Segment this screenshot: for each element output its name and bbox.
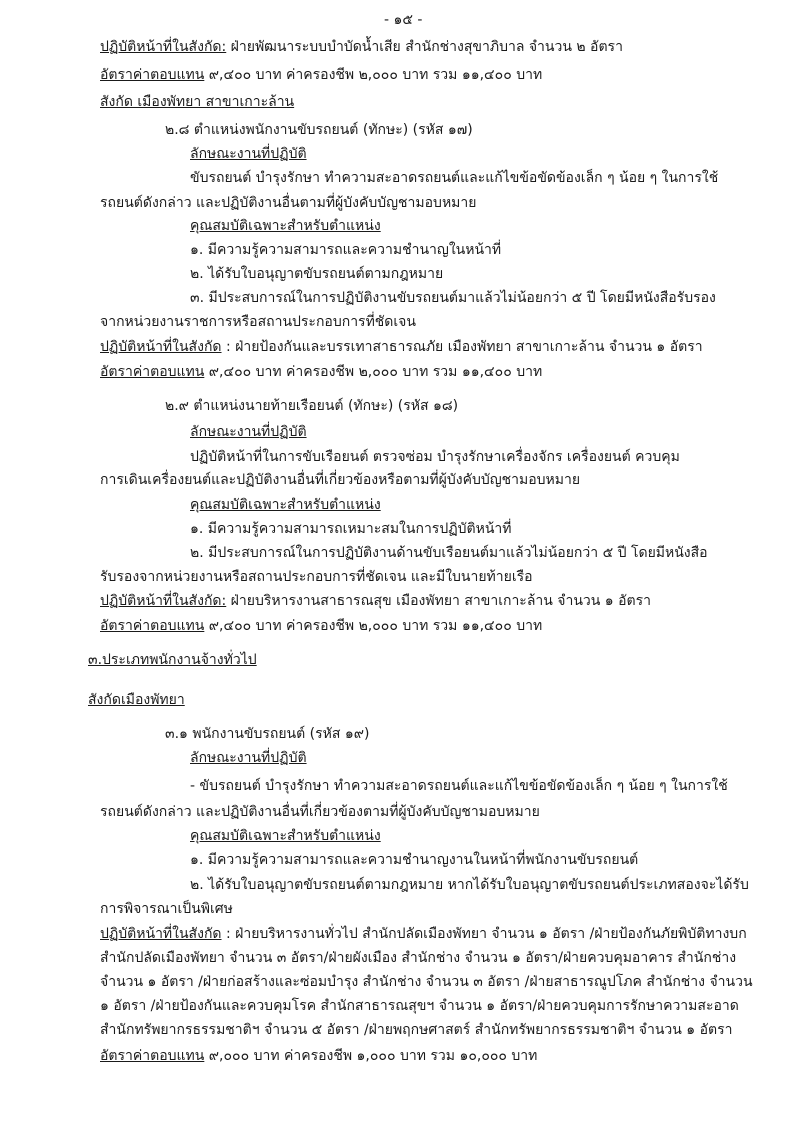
text: ๙,๔๐๐ บาท ค่าครองชีพ ๒,๐๐๐ บาท รวม ๑๑,๔๐๐ บาท	[204, 364, 543, 380]
body-text: จากหน่วยงานราชการหรือสถานประกอบการที่ชัดเจน	[100, 314, 416, 330]
body-text: สำนักทรัพยากรธรรมชาติฯ จำนวน ๕ อัตรา /ฝ่ายพฤกษศาสตร์ สำนักทรัพยากรธรรมชาติฯ จำนวน ๑ อัตรา	[100, 1022, 733, 1038]
label: ปฏิบัติหน้าที่ในสังกัด	[100, 926, 222, 942]
duties-line	[100, 591, 651, 611]
body-text: - ขับรถยนต์ บำรุงรักษา ทำความสะอาดรถยนต์และแก้ไขข้อขัดข้องเล็ก ๆ น้อย ๆ ในการใช้	[190, 778, 728, 794]
position-heading: ๓.๑ พนักงานขับรถยนต์ (รหัส ๑๙)	[165, 726, 370, 742]
subheading	[190, 826, 381, 846]
duties-line	[100, 924, 747, 944]
body-text: รับรองจากหน่วยงานหรือสถานประกอบการที่ชัดเจน และมีใบนายท้ายเรือ	[100, 569, 533, 585]
label: ลักษณะงานที่ปฏิบัติ	[190, 146, 307, 162]
body-text: สำนักปลัดเมืองพัทยา จำนวน ๓ อัตรา/ฝ่ายผังเมือง สำนักช่าง จำนวน ๑ อัตรา/ฝ่ายควบคุมอาคาร สำนักช่าง	[100, 950, 737, 966]
list-item: ๓. มีประสบการณ์ในการปฏิบัติงานขับรถยนต์มาแล้วไม่น้อยกว่า ๕ ปี โดยมีหนังสือรับรอง	[190, 290, 716, 306]
list-item: ๒. มีประสบการณ์ในการปฏิบัติงานด้านขับเรือยนต์มาแล้วไม่น้อยกว่า ๕ ปี โดยมีหนังสือ	[190, 545, 708, 561]
subheading	[190, 495, 381, 515]
duties-line	[100, 37, 623, 57]
text: ฝ่ายบริหารงานสาธารณสุข เมืองพัทยา สาขาเกาะล้าน จำนวน ๑ อัตรา	[226, 593, 652, 609]
label: อัตราค่าตอบแทน	[100, 618, 205, 634]
label: คุณสมบัติเฉพาะสำหรับตำแหน่ง	[190, 828, 381, 844]
page-number: - ๑๕ -	[384, 12, 423, 28]
subheading	[190, 422, 307, 442]
text: ๙,๐๐๐ บาท ค่าครองชีพ ๑,๐๐๐ บาท รวม ๑๐,๐๐๐ บาท	[204, 1048, 538, 1064]
text: : ฝ่ายป้องกันและบรรเทาสาธารณภัย เมืองพัทยา สาขาเกาะล้าน จำนวน ๑ อัตรา	[221, 339, 703, 355]
label: สังกัดเมืองพัทยา	[88, 692, 185, 708]
section-heading	[88, 690, 185, 710]
list-item: ๒. ได้รับใบอนุญาตขับรถยนต์ตามกฎหมาย หากได้รับใบอนุญาตขับรถยนต์ประเภทสองจะได้รับ	[190, 877, 749, 893]
position-heading: ๒.๙ ตำแหน่งนายท้ายเรือยนต์ (ทักษะ) (รหัส ๑๘)	[165, 398, 459, 414]
body-text: ๑ อัตรา /ฝ่ายป้องกันและควบคุมโรค สำนักสาธารณสุขฯ จำนวน ๑ อัตรา/ฝ่ายควบคุมการรักษาความสะอาด	[100, 998, 739, 1014]
text: ๙,๔๐๐ บาท ค่าครองชีพ ๒,๐๐๐ บาท รวม ๑๑,๔๐๐ บาท	[204, 67, 543, 83]
label: คุณสมบัติเฉพาะสำหรับตำแหน่ง	[190, 218, 381, 234]
body-text: ขับรถยนต์ บำรุงรักษา ทำความสะอาดรถยนต์และแก้ไขข้อขัดข้องเล็ก ๆ น้อย ๆ ในการใช้	[190, 170, 719, 186]
label: อัตราค่าตอบแทน	[100, 67, 205, 83]
label: ปฏิบัติหน้าที่ในสังกัด:	[100, 593, 227, 609]
label: ลักษณะงานที่ปฏิบัติ	[190, 750, 307, 766]
label: ปฏิบัติหน้าที่ในสังกัด	[100, 339, 222, 355]
text: : ฝ่ายบริหารงานทั่วไป สำนักปลัดเมืองพัทยา จำนวน ๑ อัตรา /ฝ่ายป้องกันภัยพิบัติทางบก	[221, 926, 747, 942]
rate-line	[100, 362, 542, 382]
section-heading	[88, 650, 257, 670]
label: อัตราค่าตอบแทน	[100, 1048, 205, 1064]
rate-line	[100, 65, 542, 85]
list-item: ๑. มีความรู้ความสามารถเหมาะสมในการปฏิบัติหน้าที่	[190, 521, 512, 537]
label: คุณสมบัติเฉพาะสำหรับตำแหน่ง	[190, 497, 381, 513]
label: อัตราค่าตอบแทน	[100, 364, 205, 380]
body-text: รถยนต์ดังกล่าว และปฏิบัติงานอื่นที่เกี่ยวข้องตามที่ผู้บังคับบัญชามอบหมาย	[100, 804, 540, 820]
subheading	[190, 748, 307, 768]
body-text: การพิจารณาเป็นพิเศษ	[100, 901, 233, 917]
rate-line	[100, 616, 542, 636]
list-item: ๒. ได้รับใบอนุญาตขับรถยนต์ตามกฎหมาย	[190, 266, 444, 282]
text: ๙,๔๐๐ บาท ค่าครองชีพ ๒,๐๐๐ บาท รวม ๑๑,๔๐๐ บาท	[204, 618, 543, 634]
body-text: รถยนต์ดังกล่าว และปฏิบัติงานอื่นตามที่ผู้บังคับบัญชามอบหมาย	[100, 195, 477, 211]
label: ลักษณะงานที่ปฏิบัติ	[190, 424, 307, 440]
label: สังกัด เมืองพัทยา สาขาเกาะล้าน	[100, 94, 295, 110]
subheading	[190, 144, 307, 164]
list-item: ๑. มีความรู้ความสามารถและความชำนาญงานในหน้าที่พนักงานขับรถยนต์	[190, 852, 639, 868]
body-text: จำนวน ๑ อัตรา /ฝ่ายก่อสร้างและซ่อมบำรุง สำนักช่าง จำนวน ๓ อัตรา /ฝ่ายสาธารณูปโภค สำนักช่าง จำนวน	[100, 974, 753, 990]
label: ปฏิบัติหน้าที่ในสังกัด:	[100, 39, 227, 55]
list-item: ๑. มีความรู้ความสามารถและความชำนาญในหน้าที่	[190, 242, 502, 258]
text: ฝ่ายพัฒนาระบบบำบัดน้ำเสีย สำนักช่างสุขาภิบาล จำนวน ๒ อัตรา	[226, 39, 623, 55]
rate-line	[100, 1046, 537, 1066]
section-heading	[100, 92, 294, 112]
label: ๓.ประเภทพนักงานจ้างทั่วไป	[88, 652, 257, 668]
body-text: การเดินเครื่องยนต์และปฏิบัติงานอื่นที่เกี่ยวข้องหรือตามที่ผู้บังคับบัญชามอบหมาย	[100, 472, 581, 488]
duties-line	[100, 337, 703, 357]
subheading	[190, 216, 381, 236]
position-heading: ๒.๘ ตำแหน่งพนักงานขับรถยนต์ (ทักษะ) (รหัส ๑๗)	[165, 122, 473, 138]
body-text: ปฏิบัติหน้าที่ในการขับเรือยนต์ ตรวจซ่อม บำรุงรักษาเครื่องจักร เครื่องยนต์ ควบคุม	[190, 449, 680, 465]
